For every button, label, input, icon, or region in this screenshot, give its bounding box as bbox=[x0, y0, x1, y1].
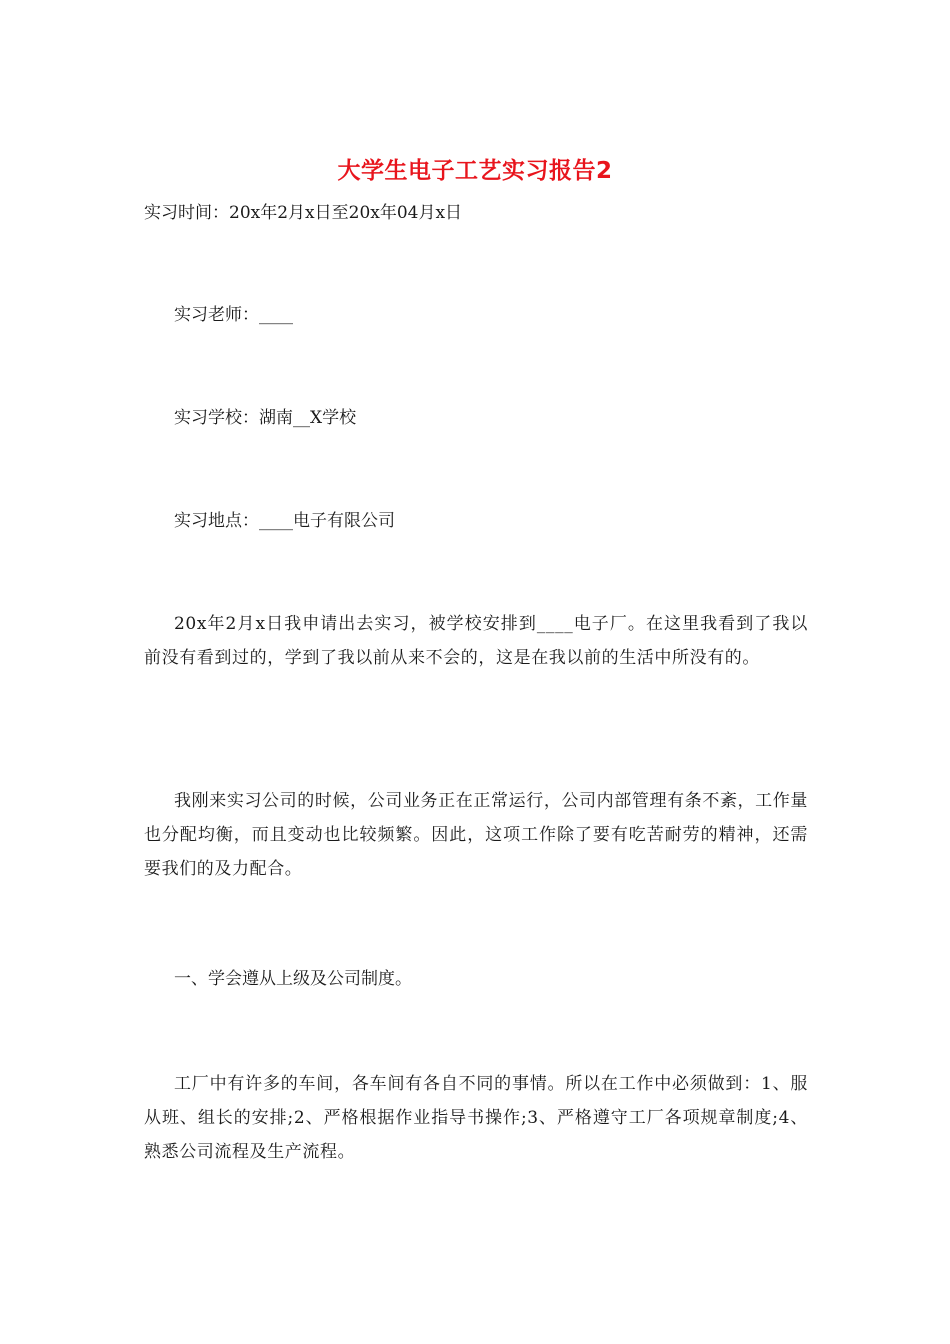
paragraph-company: 我刚来实习公司的时候，公司业务正在正常运行，公司内部管理有条不紊，工作量也分配均衡，而且变动也比较频繁。因此，这项工作除了要有吃苦耐劳的精神，还需要我们的及力配合。 bbox=[144, 791, 808, 879]
internship-location-line: 实习地点：____电子有限公司 bbox=[174, 511, 395, 531]
internship-school-line: 实习学校：湖南__X学校 bbox=[174, 408, 357, 428]
paragraph-intro: 20x年2月x日我申请出去实习，被学校安排到____电子厂。在这里我看到了我以前没有看到过的，学到了我以前从来不会的，这是在我以前的生活中所没有的。 bbox=[144, 614, 808, 668]
section-heading-1: 一、学会遵从上级及公司制度。 bbox=[174, 969, 412, 989]
paragraph-workshop: 工厂中有许多的车间，各车间有各自不同的事情。所以在工作中必须做到：1、服从班、组长的安排;2、严格根据作业指导书操作;3、严格遵守工厂各项规章制度;4、熟悉公司流程及生产流程。 bbox=[144, 1074, 808, 1162]
internship-time-line: 实习时间：20x年2月x日至20x年04月x日 bbox=[144, 203, 463, 223]
internship-teacher-line: 实习老师：____ bbox=[174, 305, 293, 325]
document-title: 大学生电子工艺实习报告2 bbox=[337, 158, 613, 184]
